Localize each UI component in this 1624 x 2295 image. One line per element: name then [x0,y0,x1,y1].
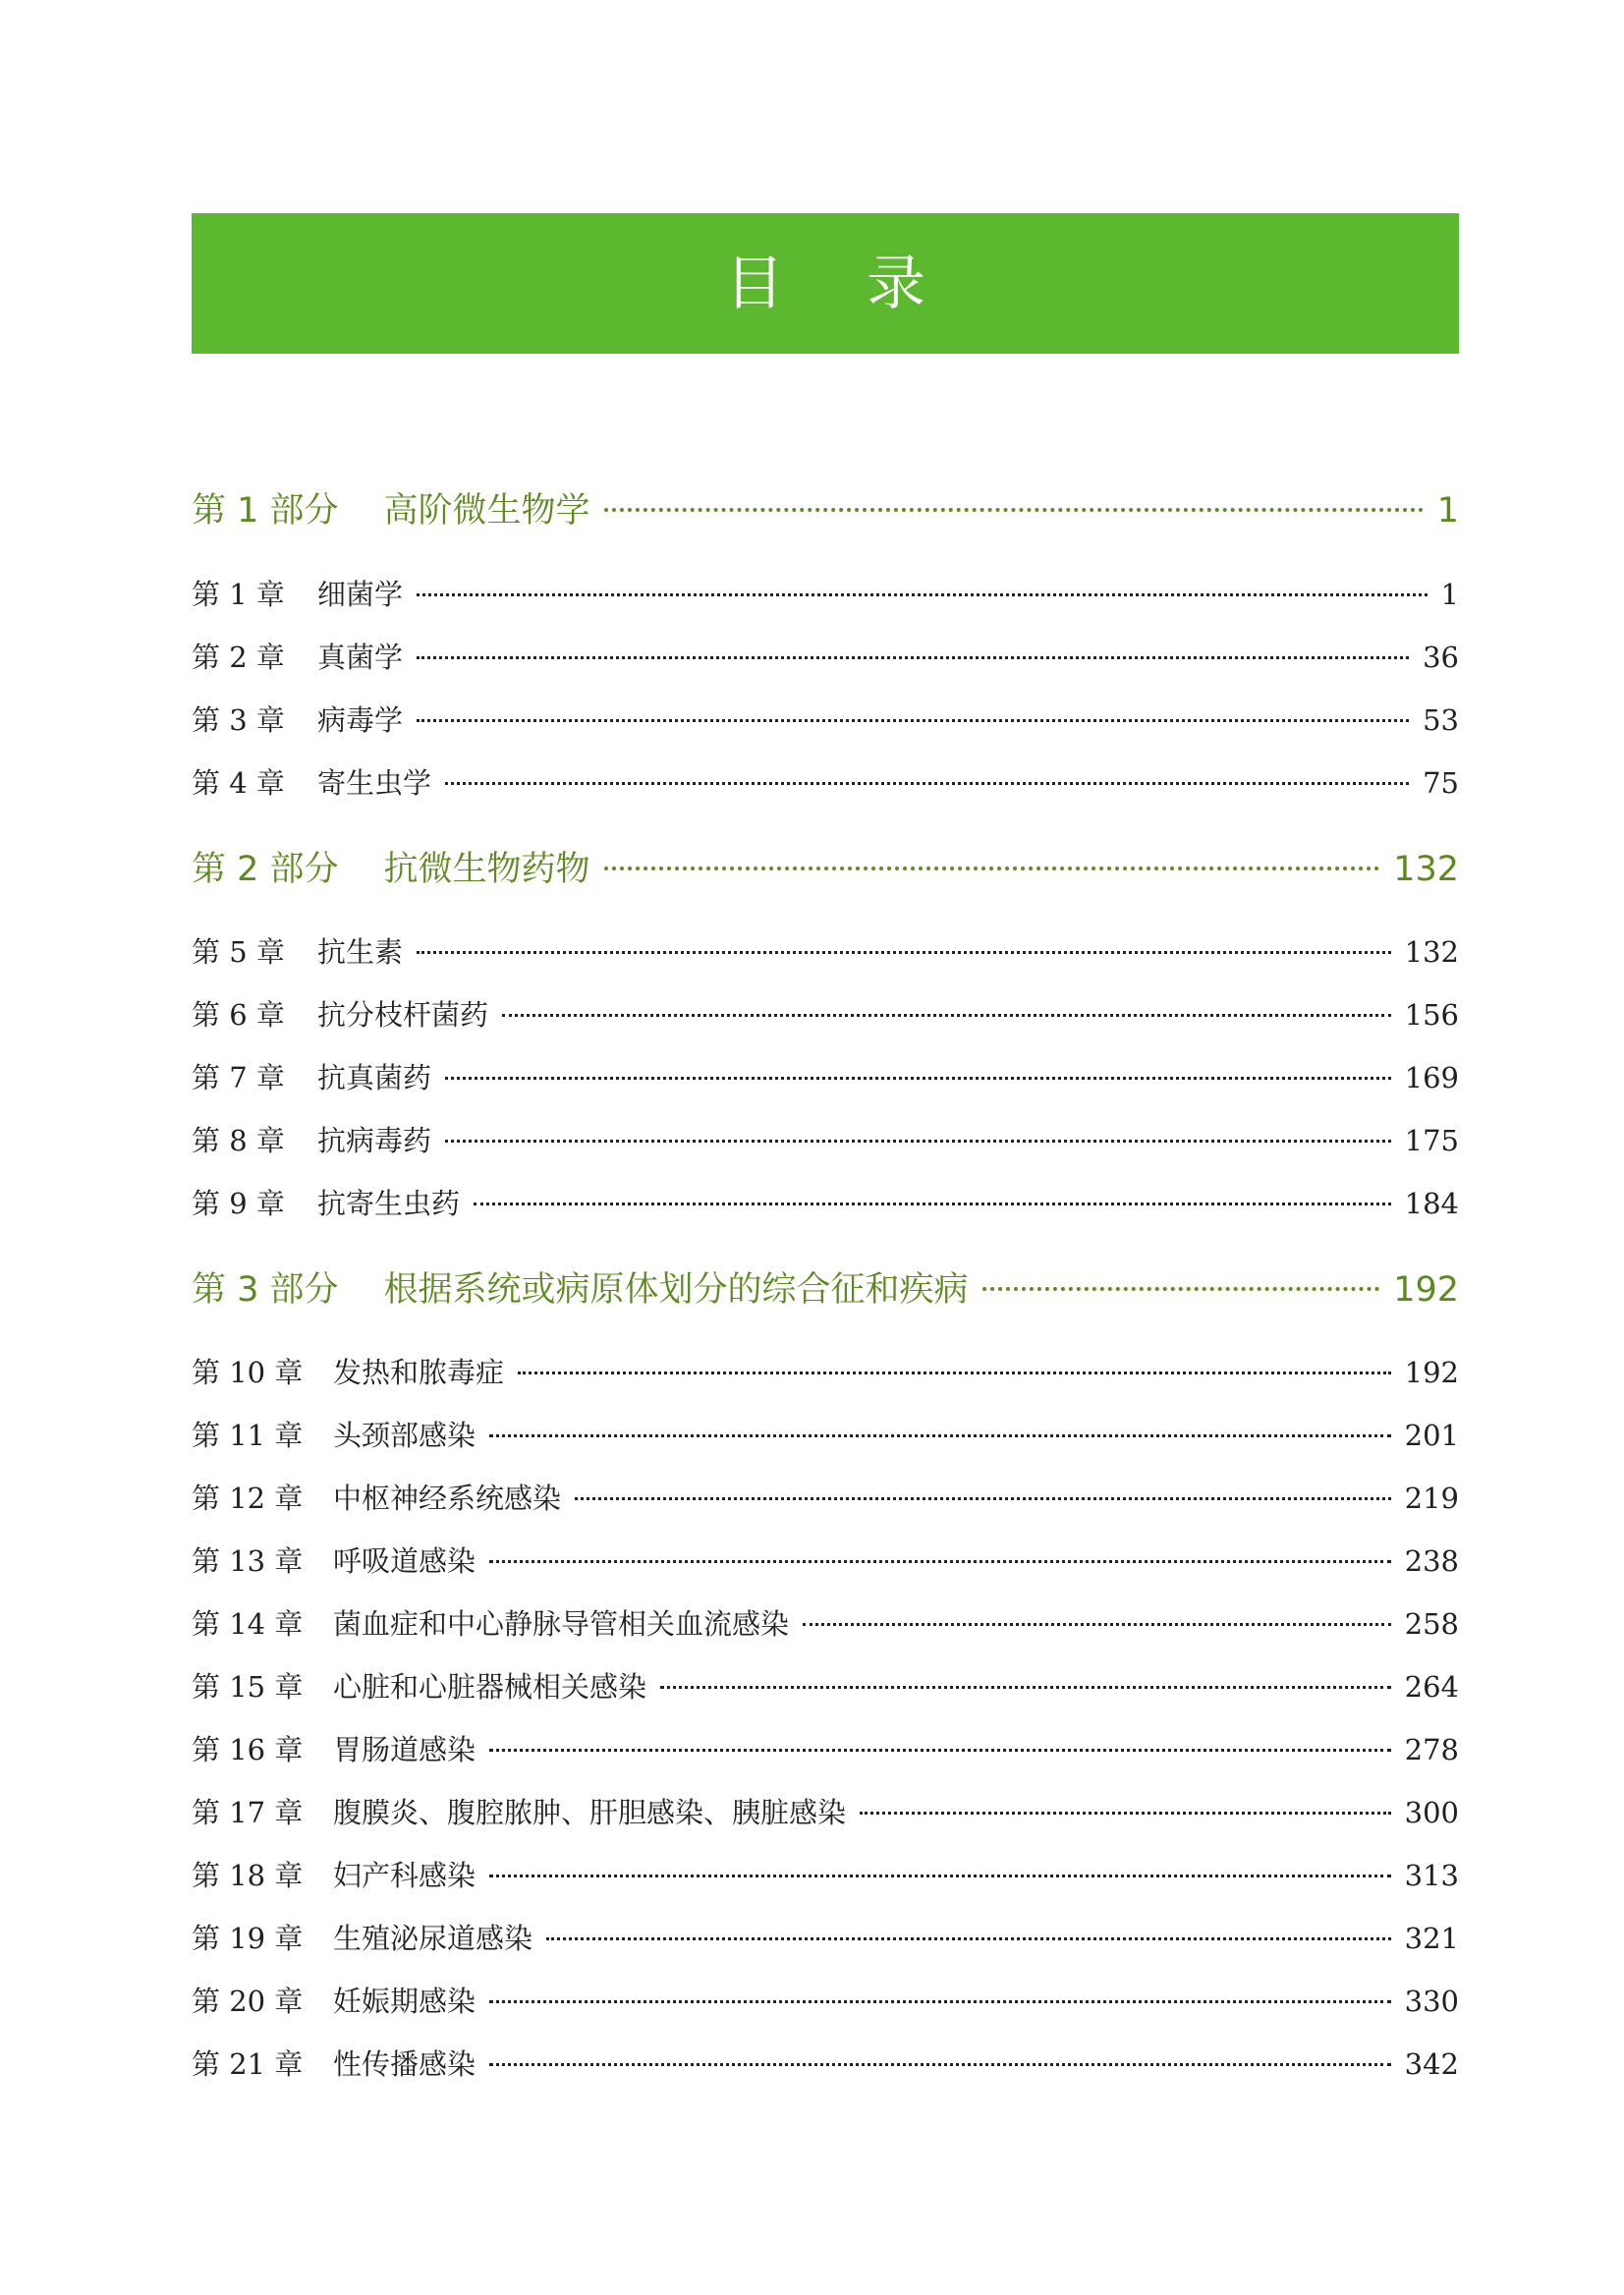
dot-leader [417,933,1391,962]
chapter-title: 性传播感染 [333,2047,476,2081]
chapter-title: 妇产科感染 [333,1859,476,1892]
dot-leader [803,1605,1391,1634]
chapter-label: 第 19 章 [192,1922,304,1955]
chapter-label: 第 8 章 [192,1124,285,1157]
toc-chapter-7[interactable] [192,1056,1459,1097]
toc-chapter-8[interactable] [192,1119,1459,1160]
dot-leader [445,1122,1391,1150]
chapter-label: 第 10 章 [192,1356,304,1389]
chapter-title: 寄生虫学 [317,766,432,800]
chapter-title: 心脏和心脏器械相关感染 [333,1670,647,1704]
chapter-label: 第 17 章 [192,1796,304,1829]
chapter-title: 细菌学 [317,578,404,611]
part-title: 抗微生物药物 [383,850,590,889]
chapter-page: 36 [1423,641,1459,674]
dot-leader [546,1920,1391,1948]
dot-leader [982,1266,1380,1301]
title-banner [192,213,1459,354]
page-title-char-1: 目 [725,249,784,318]
chapter-label: 第 5 章 [192,935,285,969]
chapter-page: 278 [1404,1733,1459,1766]
part-title: 根据系统或病原体划分的综合征和疾病 [383,1270,969,1310]
dot-leader [489,1542,1391,1571]
dot-leader [417,701,1409,730]
chapter-label: 第 13 章 [192,1544,304,1578]
chapter-page: 201 [1404,1419,1459,1452]
chapter-title: 生殖泌尿道感染 [333,1922,533,1955]
toc-chapter-10[interactable] [192,1351,1459,1392]
chapter-title: 抗生素 [317,935,404,969]
chapter-title: 抗寄生虫药 [317,1187,461,1220]
chapter-title: 病毒学 [317,703,404,737]
chapter-page: 321 [1404,1922,1459,1955]
part-page: 1 [1436,491,1459,531]
chapter-title: 中枢神经系统感染 [333,1482,562,1515]
toc-chapter-13[interactable] [192,1539,1459,1581]
chapter-label: 第 3 章 [192,703,285,737]
chapter-label: 第 4 章 [192,766,285,800]
chapter-page: 238 [1404,1544,1459,1578]
chapter-label: 第 7 章 [192,1061,285,1094]
toc-chapter-6[interactable] [192,993,1459,1035]
toc-chapter-1[interactable] [192,573,1459,614]
dot-leader [489,1983,1391,2011]
chapter-title: 腹膜炎、腹腔脓肿、肝胆感染、胰脏感染 [333,1796,847,1829]
toc-chapter-19[interactable] [192,1917,1459,1958]
part-title: 高阶微生物学 [383,491,590,531]
toc-chapter-5[interactable] [192,930,1459,972]
chapter-label: 第 6 章 [192,998,285,1032]
toc-part-3[interactable] [192,1262,1459,1312]
chapter-page: 264 [1404,1670,1459,1704]
chapter-page: 169 [1404,1061,1459,1094]
chapter-page: 342 [1404,2047,1459,2081]
part-label: 第 1 部分 [192,491,339,531]
chapter-label: 第 1 章 [192,578,285,611]
chapter-page: 192 [1404,1356,1459,1389]
chapter-page: 1 [1440,578,1459,611]
chapter-title: 抗分枝杆菌药 [317,998,489,1032]
dot-leader [489,1857,1391,1885]
chapter-title: 真菌学 [317,641,404,674]
chapter-page: 75 [1423,766,1459,800]
chapter-label: 第 18 章 [192,1859,304,1892]
part-label: 第 2 部分 [192,850,339,889]
chapter-page: 313 [1404,1859,1459,1892]
page-title-char-2: 录 [867,249,925,318]
chapter-page: 300 [1404,1796,1459,1829]
chapter-title: 菌血症和中心静脉导管相关血流感染 [333,1607,790,1641]
chapter-title: 呼吸道感染 [333,1544,476,1578]
dot-leader [575,1480,1391,1508]
dot-leader [518,1354,1391,1382]
chapter-label: 第 15 章 [192,1670,304,1704]
dot-leader [502,996,1391,1025]
chapter-title: 抗病毒药 [317,1124,432,1157]
toc-chapter-9[interactable] [192,1182,1459,1223]
dot-leader [445,764,1409,793]
chapter-page: 330 [1404,1985,1459,2018]
dot-leader [660,1668,1391,1697]
part-page: 192 [1393,1270,1459,1310]
part-label: 第 3 部分 [192,1270,339,1310]
chapter-label: 第 20 章 [192,1985,304,2018]
toc-chapter-14[interactable] [192,1602,1459,1644]
dot-leader [489,2045,1391,2074]
chapter-label: 第 11 章 [192,1419,304,1452]
chapter-label: 第 9 章 [192,1187,285,1220]
dot-leader [489,1417,1391,1445]
toc-part-1[interactable] [192,483,1459,532]
chapter-label: 第 12 章 [192,1482,304,1515]
toc-chapter-20[interactable] [192,1980,1459,2021]
dot-leader [489,1731,1391,1760]
chapter-page: 156 [1404,998,1459,1032]
chapter-title: 妊娠期感染 [333,1985,476,2018]
toc-chapter-4[interactable] [192,761,1459,803]
chapter-label: 第 16 章 [192,1733,304,1766]
dot-leader [860,1794,1391,1822]
dot-leader [604,487,1424,522]
chapter-title: 发热和脓毒症 [333,1356,505,1389]
chapter-page: 132 [1404,935,1459,969]
page-title [725,249,925,318]
toc-chapter-18[interactable] [192,1854,1459,1895]
chapter-label: 第 14 章 [192,1607,304,1641]
toc-chapter-12[interactable] [192,1477,1459,1518]
chapter-page: 53 [1423,703,1459,737]
chapter-title: 头颈部感染 [333,1419,476,1452]
toc-chapter-21[interactable] [192,2043,1459,2084]
toc-chapter-11[interactable] [192,1414,1459,1455]
dot-leader [474,1185,1391,1213]
toc-chapter-15[interactable] [192,1665,1459,1707]
chapter-title: 胃肠道感染 [333,1733,476,1766]
toc-part-2[interactable] [192,842,1459,891]
chapter-page: 219 [1404,1482,1459,1515]
chapter-label: 第 21 章 [192,2047,304,2081]
toc-chapter-3[interactable] [192,699,1459,740]
dot-leader [417,576,1428,604]
chapter-label: 第 2 章 [192,641,285,674]
toc-chapter-2[interactable] [192,636,1459,677]
dot-leader [417,639,1409,667]
chapter-page: 175 [1404,1124,1459,1157]
chapter-page: 258 [1404,1607,1459,1641]
part-page: 132 [1393,850,1459,889]
chapter-title: 抗真菌药 [317,1061,432,1094]
chapter-page: 184 [1404,1187,1459,1220]
toc-chapter-16[interactable] [192,1728,1459,1769]
dot-leader [445,1059,1391,1088]
toc-chapter-17[interactable] [192,1791,1459,1832]
dot-leader [604,846,1380,880]
